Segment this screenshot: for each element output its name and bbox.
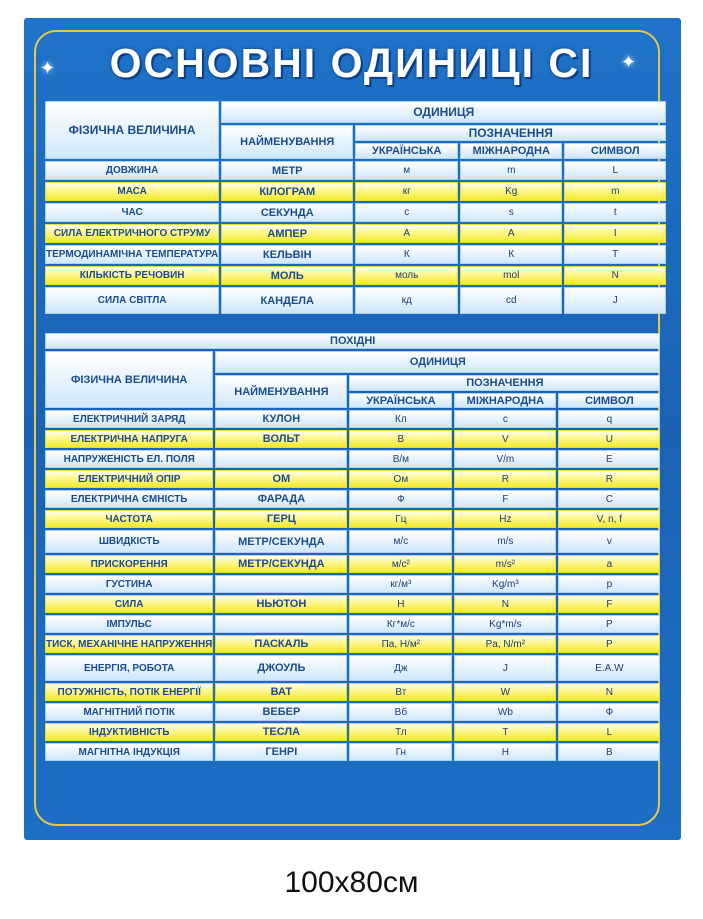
ukrainian-symbol-cell: Тл [349,723,452,741]
international-symbol-cell: m [460,161,562,180]
unit-name-cell: СЕКУНДА [221,203,353,222]
symbol-cell: V, n, f [558,510,660,528]
symbol-cell: T [564,245,666,264]
table-row [45,655,660,681]
poster-title: ОСНОВНІ ОДИНИЦІ СІ [109,40,594,86]
symbol-cell: P [558,635,660,653]
international-symbol-cell: F [454,490,556,508]
ukrainian-symbol-cell: В [349,430,452,448]
unit-name-cell: ПАСКАЛЬ [215,635,347,653]
unit-name-cell: КІЛОГРАМ [221,182,353,201]
quantity-cell: ЧАСТОТА [45,510,213,528]
table-row [45,575,660,593]
derived-units-table [43,331,662,763]
unit-name-cell: КУЛОН [215,410,347,428]
table-row [45,287,666,314]
quantity-cell: ЕЛЕКТРИЧНИЙ ОПІР [45,470,213,488]
table-row [45,723,660,741]
ukrainian-symbol-cell: Кл [349,410,452,428]
ukrainian-symbol-cell: Вт [349,683,452,701]
quantity-cell: ДОВЖИНА [45,161,219,180]
quantity-cell: ЧАС [45,203,219,222]
unit-name-cell: ВАТ [215,683,347,701]
unit-name-cell: ТЕСЛА [215,723,347,741]
ukrainian-symbol-cell: Па, Н/м² [349,635,452,653]
table-row [45,203,666,222]
ukrainian-symbol-cell: В/м [349,450,452,468]
table-row [45,224,666,243]
international-symbol-cell: W [454,683,556,701]
ukrainian-symbol-cell: Н [349,595,452,613]
unit-name-cell: МОЛЬ [221,266,353,285]
quantity-cell: СИЛА [45,595,213,613]
derived-label: ПОХІДНІ [45,333,660,349]
unit-name-cell: МЕТР/СЕКУНДА [215,555,347,573]
unit-name-cell: МЕТР/СЕКУНДА [215,530,347,553]
header-designation: ПОЗНАЧЕННЯ [349,375,660,391]
table-row [45,595,660,613]
derived-rows [45,410,660,761]
unit-name-cell: ДЖОУЛЬ [215,655,347,681]
table-row [45,703,660,721]
table-row [45,510,660,528]
international-symbol-cell: m/s² [454,555,556,573]
international-symbol-cell: T [454,723,556,741]
quantity-cell: ШВИДКІСТЬ [45,530,213,553]
quantity-cell: МАГНІТНИЙ ПОТІК [45,703,213,721]
header-international: МІЖНАРОДНА [460,143,562,159]
unit-name-cell: АМПЕР [221,224,353,243]
symbol-cell: R [558,470,660,488]
unit-name-cell [215,450,347,468]
unit-name-cell: ВОЛЬТ [215,430,347,448]
sparkle-icon: ✦ [40,58,56,78]
unit-name-cell: ВЕБЕР [215,703,347,721]
ukrainian-symbol-cell: Вб [349,703,452,721]
quantity-cell: ТИСК, МЕХАНІЧНЕ НАПРУЖЕННЯ [45,635,213,653]
international-symbol-cell: m/s [454,530,556,553]
ukrainian-symbol-cell: А [355,224,458,243]
header-ukrainian: УКРАЇНСЬКА [355,143,458,159]
international-symbol-cell: N [454,595,556,613]
quantity-cell: ПРИСКОРЕННЯ [45,555,213,573]
header-ukrainian: УКРАЇНСЬКА [349,393,452,408]
unit-name-cell [215,575,347,593]
symbol-cell: B [558,743,660,761]
table-row [45,635,660,653]
symbol-cell: I [564,224,666,243]
ukrainian-symbol-cell: м [355,161,458,180]
table-row [45,182,666,201]
international-symbol-cell: Kg [460,182,562,201]
international-symbol-cell: Kg*m/s [454,615,556,633]
symbol-cell: L [558,723,660,741]
quantity-cell: ЕЛЕКТРИЧНА НАПРУГА [45,430,213,448]
international-symbol-cell: К [460,245,562,264]
quantity-cell: НАПРУЖЕНІСТЬ ЕЛ. ПОЛЯ [45,450,213,468]
ukrainian-symbol-cell: Ф [349,490,452,508]
international-symbol-cell: mol [460,266,562,285]
quantity-cell: ЕЛЕКТРИЧНА ЄМНІСТЬ [45,490,213,508]
header-symbol: СИМВОЛ [558,393,660,408]
unit-name-cell: КАНДЕЛА [221,287,353,314]
unit-name-cell: КЕЛЬВІН [221,245,353,264]
ukrainian-symbol-cell: м/с [349,530,452,553]
symbol-cell: N [564,266,666,285]
table-row [45,245,666,264]
quantity-cell: ПОТУЖНІСТЬ, ПОТІК ЕНЕРГІЇ [45,683,213,701]
international-symbol-cell: R [454,470,556,488]
header-designation: ПОЗНАЧЕННЯ [355,125,666,141]
unit-name-cell: ГЕРЦ [215,510,347,528]
symbol-cell: U [558,430,660,448]
symbol-cell: q [558,410,660,428]
symbol-cell: L [564,161,666,180]
ukrainian-symbol-cell: м/с² [349,555,452,573]
header-name: НАЙМЕНУВАННЯ [215,375,347,408]
quantity-cell: СИЛА СВІТЛА [45,287,219,314]
symbol-cell: F [558,595,660,613]
header-unit: ОДИНИЦЯ [215,351,660,373]
unit-name-cell: НЬЮТОН [215,595,347,613]
quantity-cell: ГУСТИНА [45,575,213,593]
header-quantity: ФІЗИЧНА ВЕЛИЧИНА [45,351,213,408]
ukrainian-symbol-cell: кд [355,287,458,314]
quantity-cell: ЕЛЕКТРИЧНИЙ ЗАРЯД [45,410,213,428]
international-symbol-cell: Pa, N/m² [454,635,556,653]
international-symbol-cell: А [460,224,562,243]
ukrainian-symbol-cell: кг [355,182,458,201]
unit-name-cell [215,615,347,633]
symbol-cell: C [558,490,660,508]
header-name: НАЙМЕНУВАННЯ [221,125,353,159]
quantity-cell: МАСА [45,182,219,201]
base-units-table [43,99,668,316]
table-row [45,683,660,701]
international-symbol-cell: H [454,743,556,761]
table-row [45,266,666,285]
header-quantity: ФІЗИЧНА ВЕЛИЧИНА [45,101,219,159]
symbol-cell: v [558,530,660,553]
table-row [45,530,660,553]
international-symbol-cell: s [460,203,562,222]
symbol-cell: E.A.W [558,655,660,681]
header-international: МІЖНАРОДНА [454,393,556,408]
ukrainian-symbol-cell: Кг*м/с [349,615,452,633]
table-row [45,490,660,508]
quantity-cell: ІМПУЛЬС [45,615,213,633]
quantity-cell: СИЛА ЕЛЕКТРИЧНОГО СТРУМУ [45,224,219,243]
table-row [45,410,660,428]
base-rows [45,161,666,314]
symbol-cell: t [564,203,666,222]
symbol-cell: J [564,287,666,314]
unit-name-cell: ФАРАДА [215,490,347,508]
sparkle-icon: ✦ [621,52,637,72]
symbol-cell: m [564,182,666,201]
international-symbol-cell: V [454,430,556,448]
symbol-cell: E [558,450,660,468]
table-row [45,555,660,573]
international-symbol-cell: c [454,410,556,428]
ukrainian-symbol-cell: К [355,245,458,264]
size-label: 100x80см [284,866,419,899]
symbol-cell: Ф [558,703,660,721]
ukrainian-symbol-cell: Дж [349,655,452,681]
ukrainian-symbol-cell: Ом [349,470,452,488]
quantity-cell: ІНДУКТИВНІСТЬ [45,723,213,741]
unit-name-cell: ОМ [215,470,347,488]
international-symbol-cell: V/m [454,450,556,468]
symbol-cell: P [558,615,660,633]
international-symbol-cell: J [454,655,556,681]
table-row [45,743,660,761]
ukrainian-symbol-cell: Гц [349,510,452,528]
unit-name-cell: МЕТР [221,161,353,180]
symbol-cell: a [558,555,660,573]
ukrainian-symbol-cell: с [355,203,458,222]
ukrainian-symbol-cell: кг/м³ [349,575,452,593]
ukrainian-symbol-cell: Гн [349,743,452,761]
symbol-cell: N [558,683,660,701]
header-unit: ОДИНИЦЯ [221,101,666,123]
quantity-cell: ЕНЕРГІЯ, РОБОТА [45,655,213,681]
table-row [45,450,660,468]
ukrainian-symbol-cell: моль [355,266,458,285]
unit-name-cell: ГЕНРІ [215,743,347,761]
table-row [45,161,666,180]
quantity-cell: КІЛЬКІСТЬ РЕЧОВИН [45,266,219,285]
international-symbol-cell: Hz [454,510,556,528]
table-row [45,470,660,488]
quantity-cell: МАГНІТНА ІНДУКЦІЯ [45,743,213,761]
international-symbol-cell: cd [460,287,562,314]
international-symbol-cell: Kg/m³ [454,575,556,593]
table-row [45,615,660,633]
international-symbol-cell: Wb [454,703,556,721]
table-row [45,430,660,448]
quantity-cell: ТЕРМОДИНАМІЧНА ТЕМПЕРАТУРА [45,245,219,264]
symbol-cell: p [558,575,660,593]
header-symbol: СИМВОЛ [564,143,666,159]
